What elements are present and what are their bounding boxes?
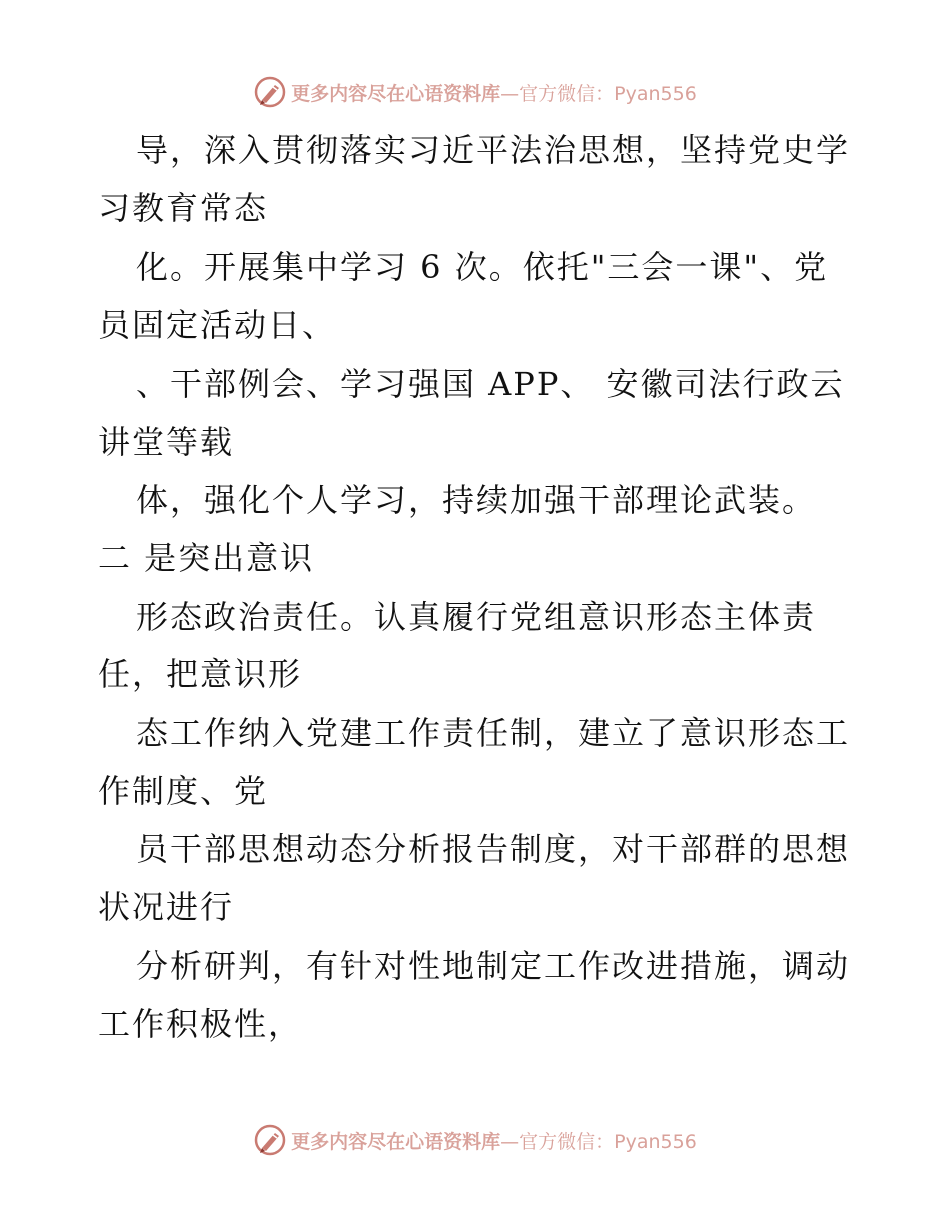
body-line: 体，强化个人学习，持续加强干部理论武装。 xyxy=(136,481,817,519)
body-line: 作制度、党 xyxy=(98,772,269,810)
body-line: 态工作纳入党建工作责任制，建立了意识形态工 xyxy=(136,714,851,752)
body-line: 、干部例会、学习强国 APP、 安徽司法行政云 xyxy=(136,365,845,403)
body-line: 习教育常态 xyxy=(98,189,269,227)
pen-logo-icon xyxy=(253,75,287,109)
body-line: 导，深入贯彻落实习近平法治思想，坚持党史学 xyxy=(136,131,851,169)
header-brand-text: 更多内容尽在心语资料库 xyxy=(291,82,501,105)
header-wechat-text: —官方微信：Pyan556 xyxy=(500,82,697,105)
body-line: 任，把意识形 xyxy=(98,655,303,693)
footer-watermark xyxy=(0,1118,950,1162)
pen-logo-icon xyxy=(253,1123,287,1157)
body-line: 形态政治责任。认真履行党组意识形态主体责 xyxy=(136,598,817,636)
body-line: 工作积极性， xyxy=(98,1005,303,1043)
footer-wechat-text: —官方微信：Pyan556 xyxy=(500,1130,697,1153)
header-watermark xyxy=(0,70,950,114)
body-line: 员固定活动日、 xyxy=(98,306,337,344)
body-line: 状况进行 xyxy=(98,888,235,926)
body-line: 分析研判，有针对性地制定工作改进措施，调动 xyxy=(136,947,851,985)
footer-brand-text: 更多内容尽在心语资料库 xyxy=(291,1130,501,1153)
body-line: 员干部思想动态分析报告制度，对干部群的思想 xyxy=(136,830,851,868)
body-line: 二 是突出意识 xyxy=(98,539,315,577)
body-line: 讲堂等载 xyxy=(98,423,235,461)
body-line: 化。开展集中学习 6 次。依托"三会一课"、党 xyxy=(136,248,829,286)
